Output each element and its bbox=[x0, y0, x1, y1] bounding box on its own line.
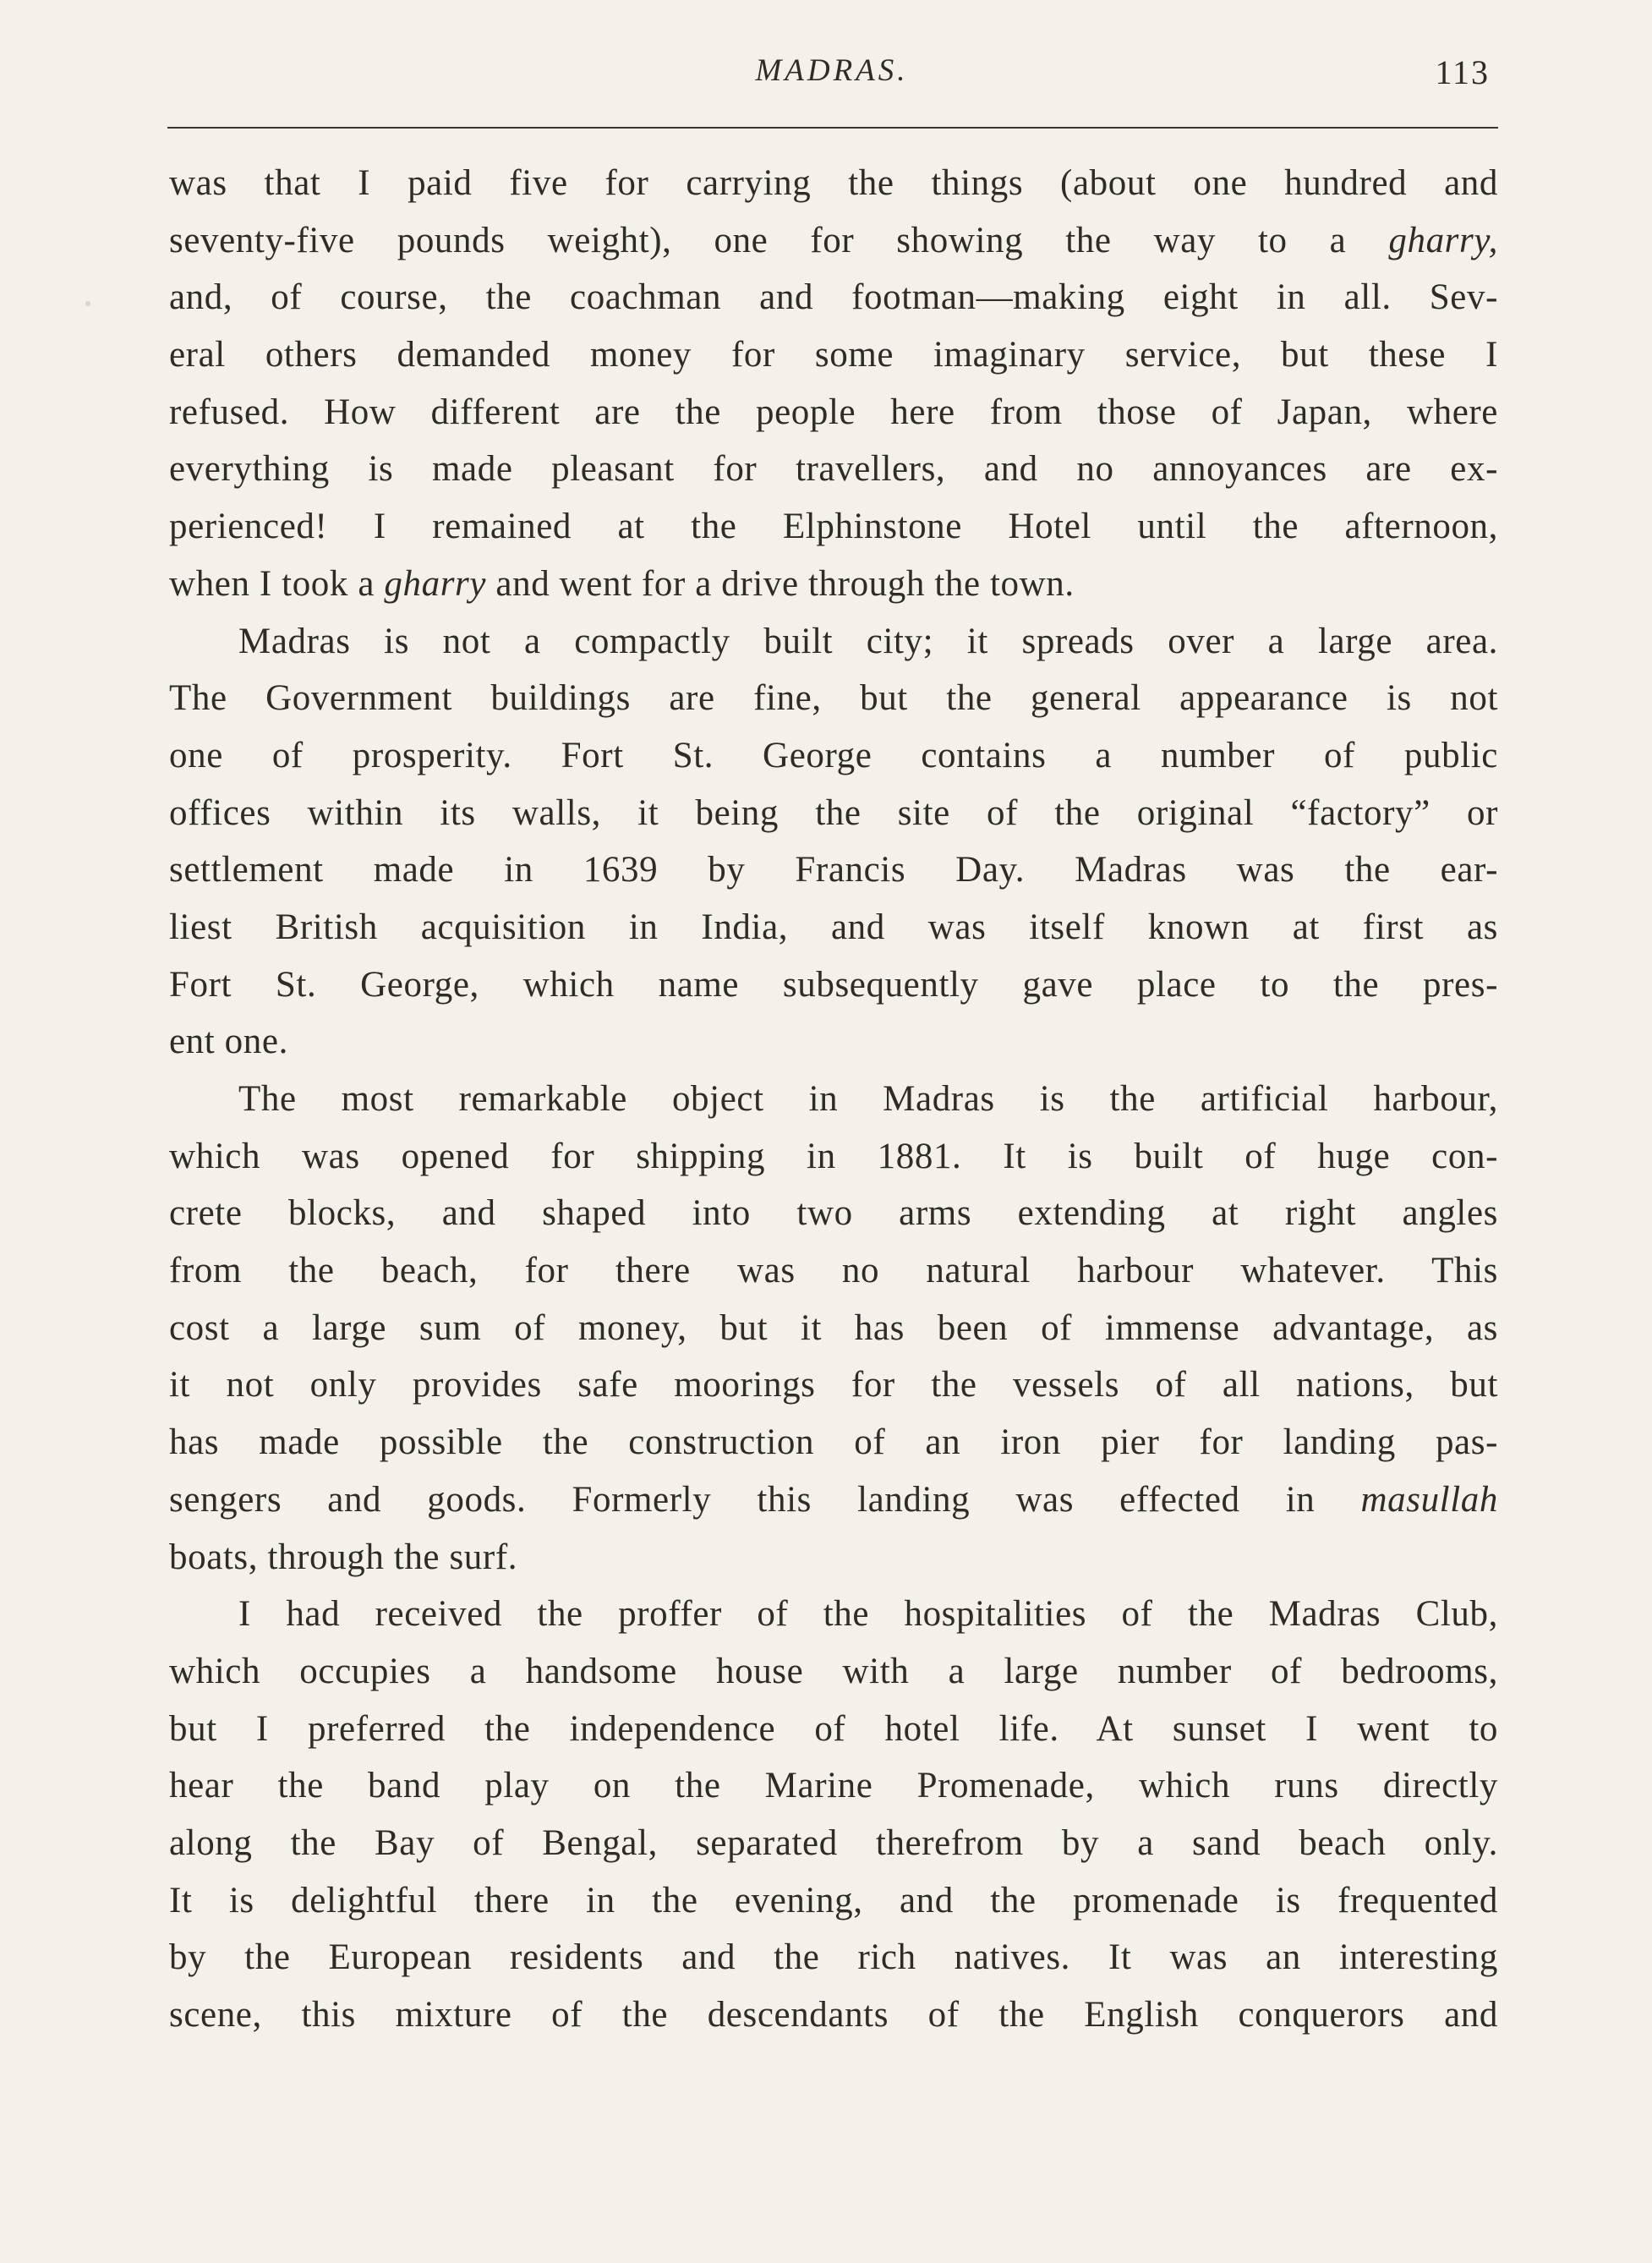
text-line: settlement made in 1639 by Francis Day. Madras was the ear- bbox=[169, 850, 1498, 890]
italic-word: gharry bbox=[384, 563, 487, 604]
text-line: It is delightful there in the evening, and the promenade is frequented bbox=[169, 1880, 1498, 1921]
text-line: scene, this mixture of the descendants of the English conquerors and bbox=[169, 1995, 1498, 2035]
text-line: boats, through the surf. bbox=[169, 1537, 518, 1577]
text-line: eral others demanded money for some imaginary service, but these I bbox=[169, 335, 1498, 375]
text-segment: when I took a bbox=[169, 563, 375, 604]
text-line: The most remarkable object in Madras is the artificial harbour, bbox=[238, 1079, 1498, 1119]
text-line: cost a large sum of money, but it has been of immense advantage, as bbox=[169, 1307, 1498, 1348]
text-line: crete blocks, and shaped into two arms extending at right angles bbox=[169, 1193, 1498, 1234]
text-line: The Government buildings are fine, but the general appearance is not bbox=[169, 678, 1498, 719]
text-line: I had received the proffer of the hospitalities of the Madras Club, bbox=[238, 1594, 1498, 1635]
text-line: but I preferred the independence of hotel life. At sunset I went to bbox=[169, 1708, 1498, 1749]
text-line: one of prosperity. Fort St. George contains a number of public bbox=[169, 735, 1498, 775]
text-line: Fort St. George, which name subsequently gave place to the pres- bbox=[169, 964, 1498, 1005]
margin-speck bbox=[85, 301, 90, 306]
text-line: which was opened for shipping in 1881. It is built of huge con- bbox=[169, 1136, 1498, 1176]
header-rule bbox=[167, 127, 1498, 129]
text-line: offices within its walls, it being the site of the original “factory” or bbox=[169, 792, 1498, 833]
text-line: liest British acquisition in India, and was itself known at first as bbox=[169, 907, 1498, 947]
running-head bbox=[167, 52, 1496, 103]
text-line: Madras is not a compactly built city; it spreads over a large area. bbox=[238, 621, 1498, 661]
body-text bbox=[169, 155, 1498, 2044]
text-line: everything is made pleasant for travellers, and no annoyances are ex- bbox=[169, 449, 1498, 490]
text-line: along the Bay of Bengal, separated therefrom by a sand beach only. bbox=[169, 1822, 1498, 1863]
text-line bbox=[169, 556, 1498, 613]
text-line: by the European residents and the rich natives. It was an interesting bbox=[169, 1937, 1498, 1978]
text-line: has made possible the construction of an iron pier for landing pas- bbox=[169, 1422, 1498, 1463]
text-line: and, of course, the coachman and footman—making eight in all. Sev- bbox=[169, 277, 1498, 318]
text-line: perienced! I remained at the Elphinstone Hotel until the afternoon, bbox=[169, 507, 1498, 547]
text-line bbox=[169, 1471, 1498, 1529]
running-title: MADRAS. bbox=[755, 53, 909, 88]
page-number: 113 bbox=[1435, 53, 1490, 91]
text-line bbox=[169, 212, 1498, 270]
text-line: ent one. bbox=[169, 1022, 288, 1062]
text-line: it not only provides safe moorings for the vessels of all nations, but bbox=[169, 1365, 1498, 1405]
text-line: from the beach, for there was no natural harbour whatever. This bbox=[169, 1251, 1498, 1291]
text-segment: seventy-five pounds weight), one for showing the way to a bbox=[169, 220, 1347, 260]
text-line: which occupies a handsome house with a large number of bedrooms, bbox=[169, 1651, 1498, 1691]
italic-word: gharry, bbox=[1388, 220, 1499, 260]
italic-word: masullah bbox=[1360, 1479, 1498, 1520]
text-segment: sengers and goods. Formerly this landing was effected in bbox=[169, 1479, 1316, 1520]
text-line: was that I paid five for carrying the things (about one hundred and bbox=[169, 163, 1498, 203]
text-line: refused. How different are the people here from those of Japan, where bbox=[169, 392, 1498, 432]
text-segment: and went for a drive through the town. bbox=[486, 563, 1075, 604]
text-line: hear the band play on the Marine Promenade, which runs directly bbox=[169, 1766, 1498, 1806]
